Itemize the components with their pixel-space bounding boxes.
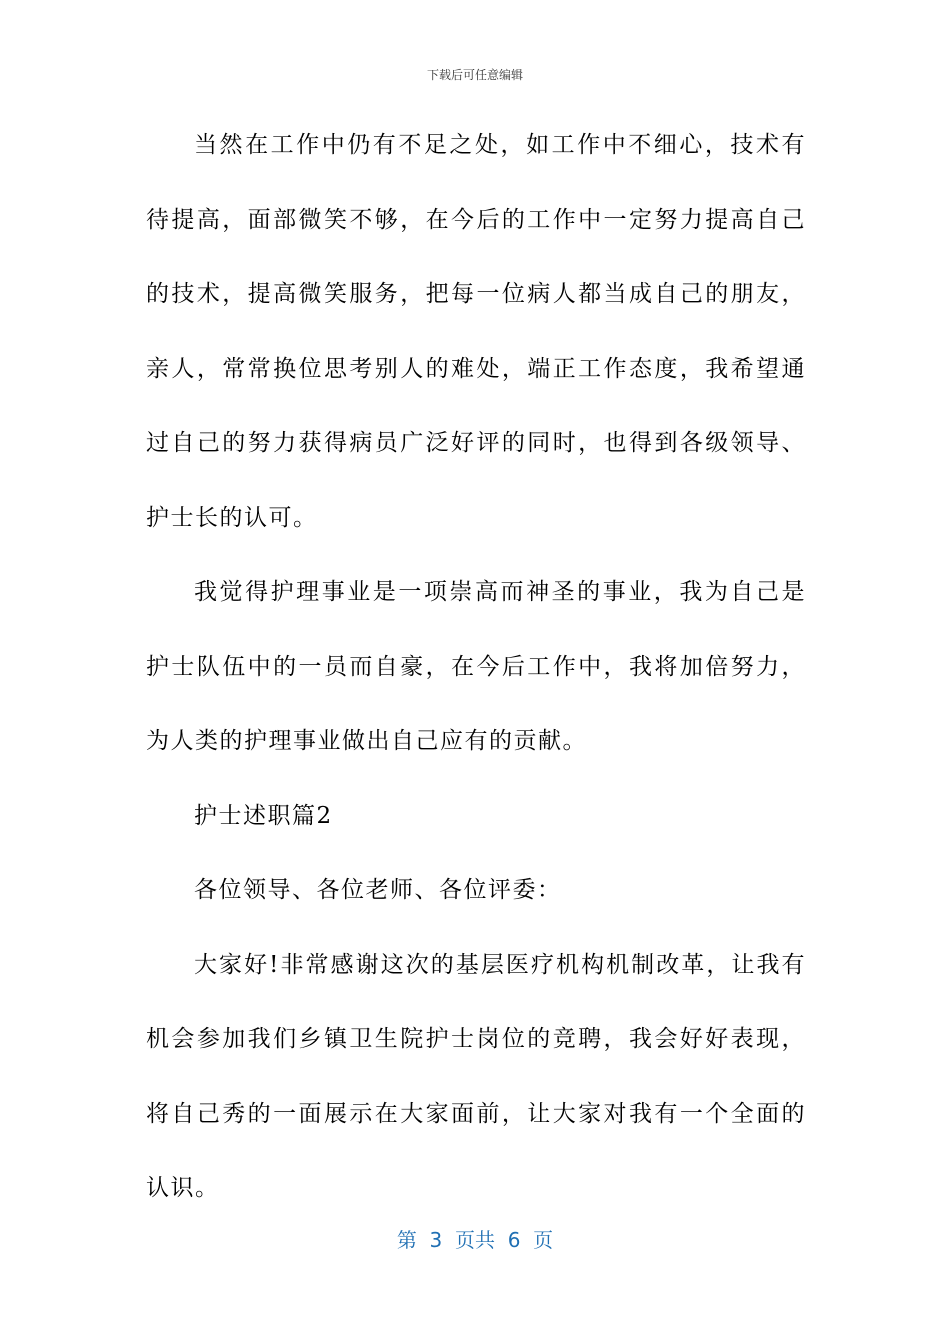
page-header: 下载后可任意编辑 [426,68,523,82]
paragraph-shortcomings: 当然在工作中仍有不足之处，如工作中不细心，技术有待提高，面部微笑不够，在今后的工作中一定努力提高自己的技术，提高微笑服务，把每一位病人都当成自己的朋友，亲人，常常换位思考别人的难处，端正工作态度，我希望通过自己的努力获得病员广泛好评的同时，也得到各级领导、护士长的认可。 [146,132,806,531]
page-number: 第 3 页共 6 页 [396,1228,554,1252]
paragraph-greeting: 大家好!非常感谢这次的基层医疗机构机制改革，让我有机会参加我们乡镇卫生院护士岗位的竞聘，我会好好表现，将自己秀的一面展示在大家面前，让大家对我有一个全面的认识。 [146,951,806,1201]
salutation: 各位领导、各位老师、各位评委： [194,877,562,903]
section-heading: 护士述职篇2 [194,802,333,829]
document-body [146,108,806,1226]
paragraph-nursing-career: 我觉得护理事业是一项崇高而神圣的事业，我为自己是护士队伍中的一员而自豪，在今后工作中，我将加倍努力，为人类的护理事业做出自己应有的贡献。 [146,579,806,754]
